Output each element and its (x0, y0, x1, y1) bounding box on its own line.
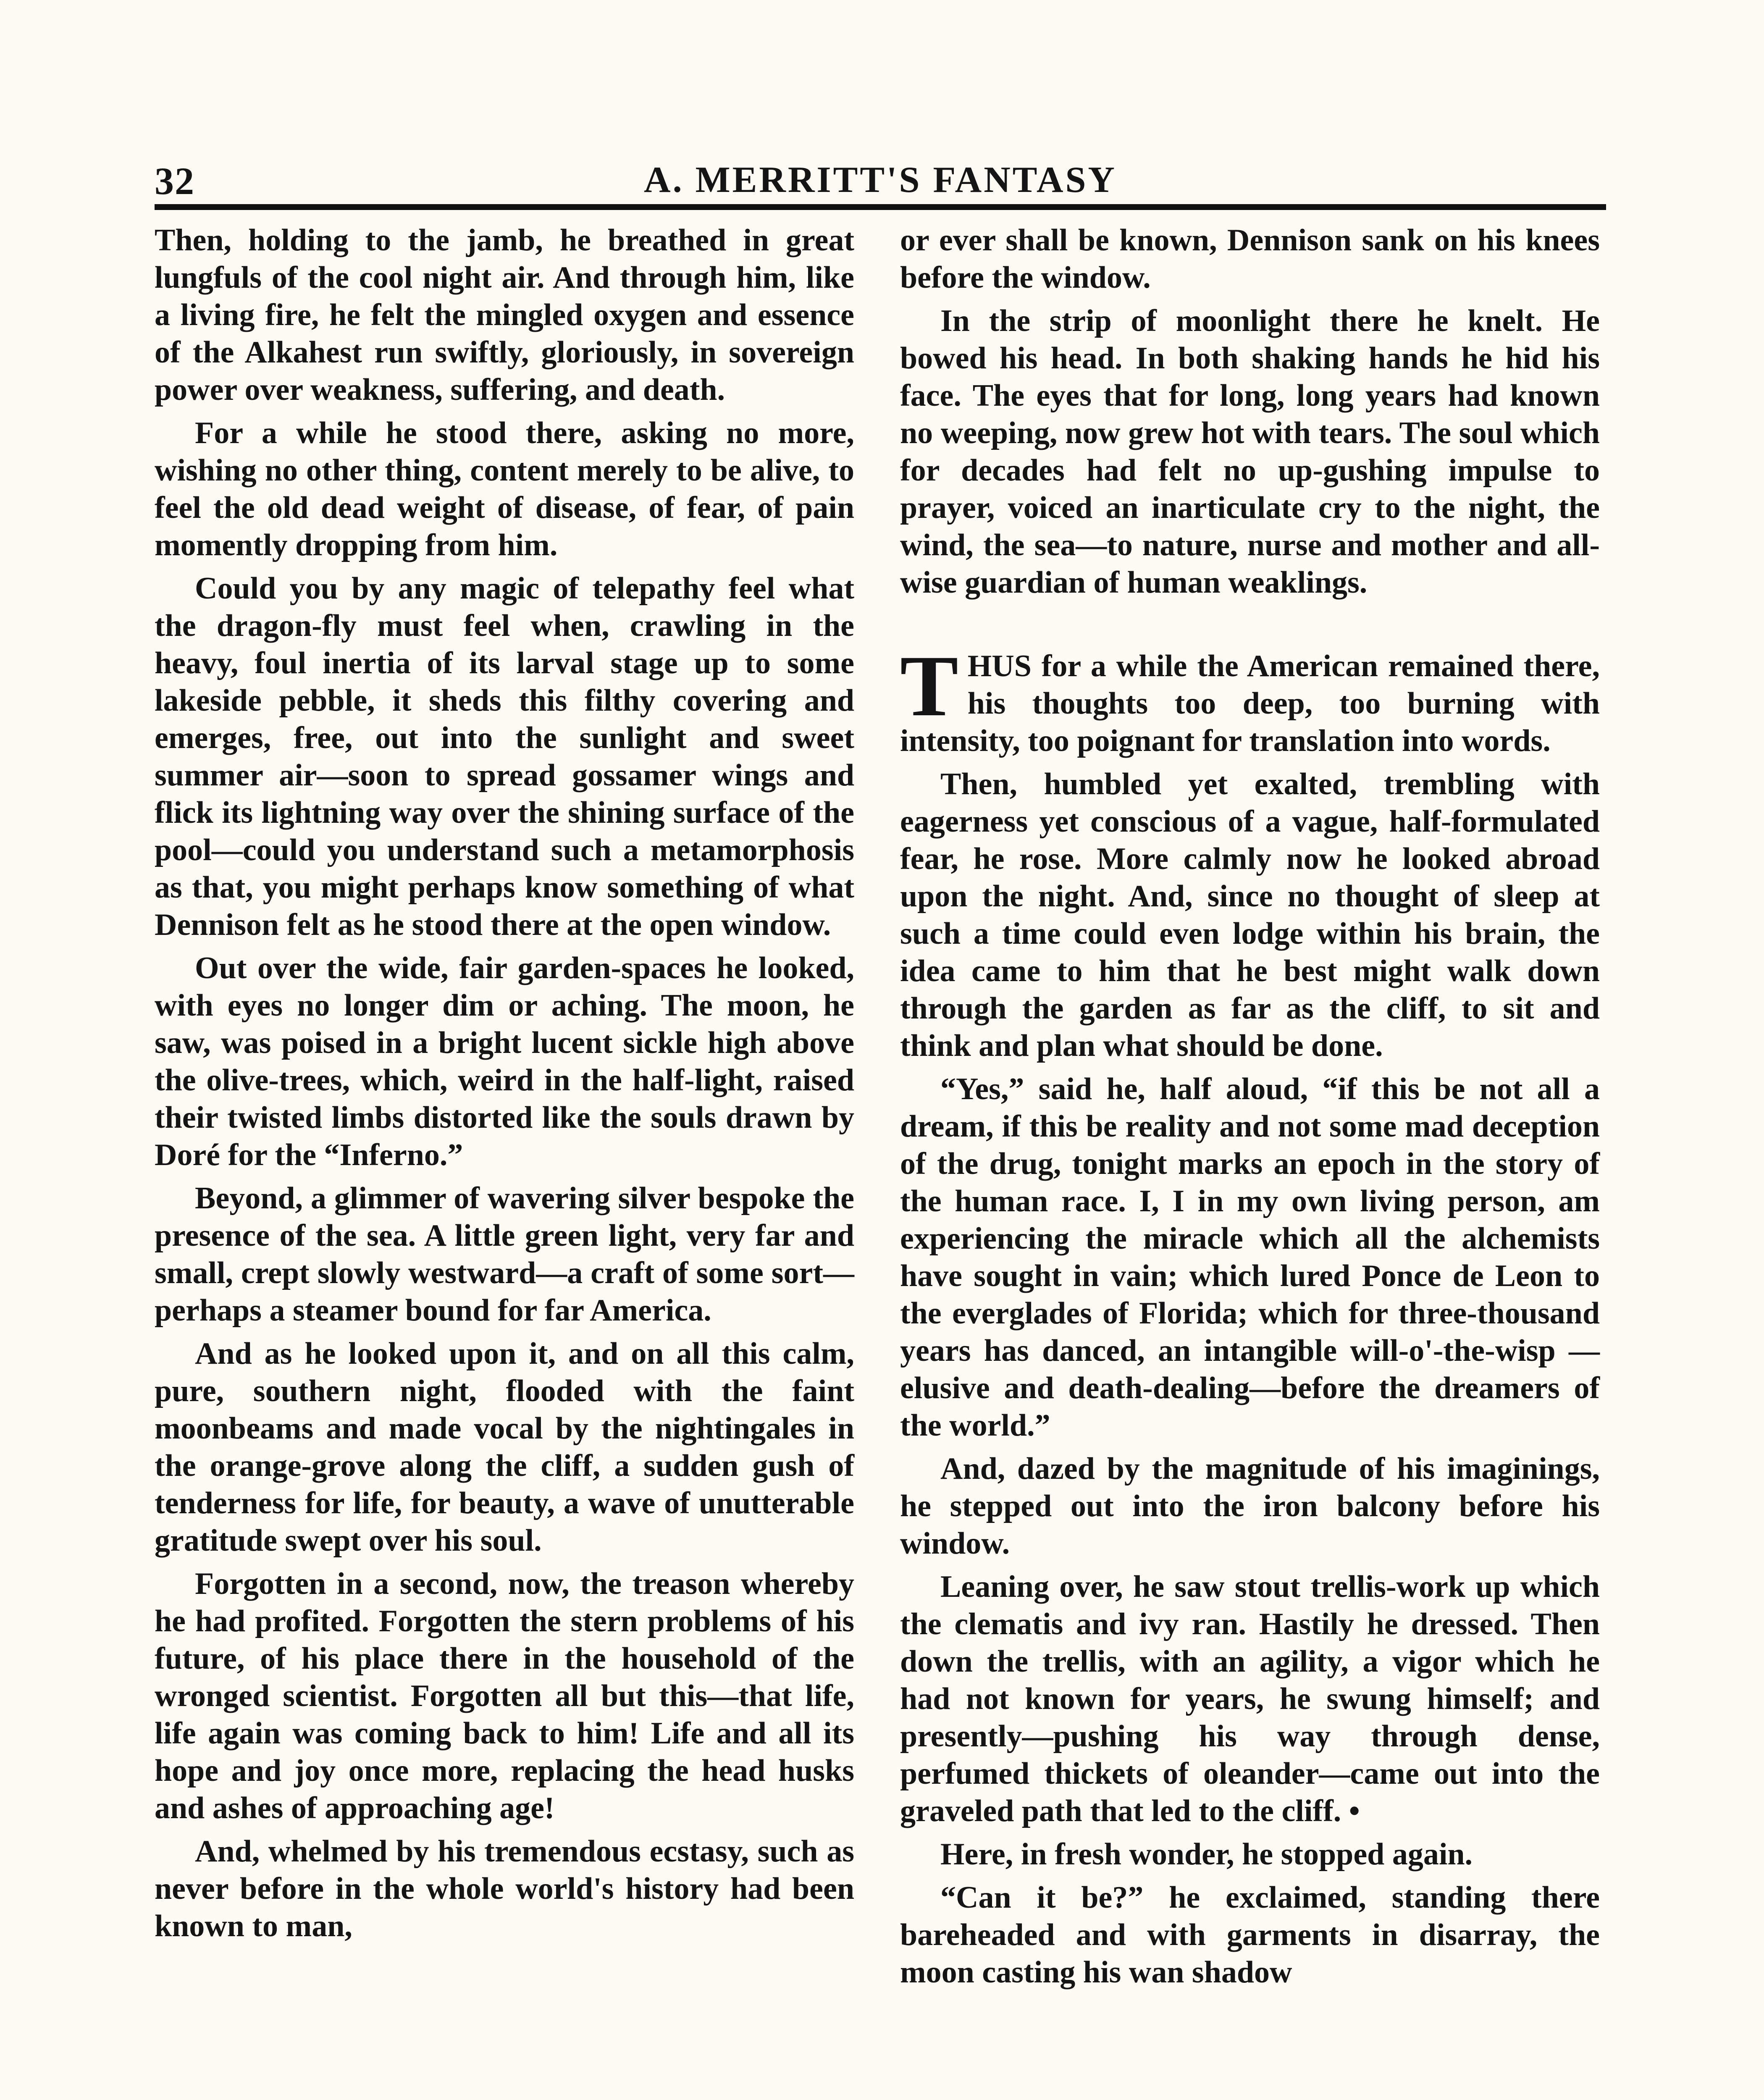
paragraph: For a while he stood there, asking no more, wishing no other thing, content merely to be alive, to feel the old dead weight of disease, of fear, of pain momently dropping from him. (155, 416, 854, 562)
header-rule (155, 204, 1606, 210)
right-column (900, 222, 1600, 1997)
paragraph: And as he looked upon it, and on all this calm, pure, southern night, flooded with the faint moonbeams and made vocal by the nightingales in the orange-grove along the cliff, a sudden gush of tenderness for life, for beauty, a wave of unutterable gratitude swept over his soul. (155, 1336, 854, 1558)
drop-cap: T (900, 638, 958, 734)
paragraph: Then, holding to the jamb, he breathed in great lungfuls of the cool night air. And through him, like a living fire, he felt the mingled oxygen and essence of the Alkahest run swiftly, gloriously, in sovereign power over weakness, suffering, and death. (155, 223, 854, 407)
page-number: 32 (155, 160, 195, 202)
section-opening-text: HUS for a while the American remained there, his thoughts too deep, too burning with intensity, too poignant for translation into words. (900, 649, 1600, 758)
paragraph: Beyond, a glimmer of wavering silver bespoke the presence of the sea. A little green light, very far and small, crept slowly westward—a craft of some sort—perhaps a steamer bound for far America. (155, 1181, 854, 1328)
paragraph-continuation: or ever shall be known, Dennison sank on his knees before the window. (900, 223, 1600, 295)
paragraph: And, whelmed by his tremendous ecstasy, such as never before in the whole world's history had been known to man, (155, 1834, 854, 1943)
paragraph: “Can it be?” he exclaimed, standing there bareheaded and with garments in disarray, the moon casting his wan shadow (900, 1880, 1600, 1990)
paragraph: Forgotten in a second, now, the treason whereby he had profited. Forgotten the stern problems of his future, of his place there in the household of the wronged scientist. Forgotten all but this—that life, life again was coming back to him! Life and all its hope and joy once more, replacing the head husks and ashes of approaching age! (155, 1567, 854, 1825)
paragraph: And, dazed by the magnitude of his imaginings, he stepped out into the iron balcony before his window. (900, 1452, 1600, 1561)
paragraph: Here, in fresh wonder, he stopped again. (940, 1837, 1473, 1872)
paragraph: Could you by any magic of telepathy feel what the dragon-fly must feel when, crawling in the heavy, foul inertia of its larval stage up to some lakeside pebble, it sheds this filthy covering and emerges, free, out into the sunlight and sweet summer air—soon to spread gossamer wings and flick its lightning way over the shining surface of the pool—could you understand such a metamorphosis as that, you might perhaps know something of what Dennison felt as he stood there at the open window. (155, 571, 854, 942)
paragraph: “Yes,” said he, half aloud, “if this be not all a dream, if this be reality and not some mad deception of the drug, tonight marks an epoch in the story of the human race. I, I in my own living person, am experiencing the miracle which all the alchemists have sought in vain; which lured Ponce de Leon to the everglades of Florida; which for three-thousand years has danced, an intangible will-o'-the-wisp —elusive and death-dealing—before the dreamers of the world.” (900, 1072, 1600, 1443)
paragraph: In the strip of moonlight there he knelt. He bowed his head. In both shaking hands he hid his face. The eyes that for long, long years had known no weeping, now grew hot with tears. The soul which for decades had felt no up-gushing impulse to prayer, voiced an inarticulate cry to the night, the wind, the sea—to nature, nurse and mother and all-wise guardian of human weaklings. (900, 304, 1600, 600)
page-header (155, 156, 1606, 207)
left-column (155, 222, 854, 1951)
paragraph: Then, humbled yet exalted, trembling with eagerness yet conscious of a vague, half-formulated fear, he rose. More calmly now he looked abroad upon the night. And, since no thought of sleep at such a time could even lodge within his brain, the idea came to him that he best might walk down through the garden as far as the cliff, to sit and think and plan what should be done. (900, 767, 1600, 1063)
section-opening (900, 638, 1600, 760)
paragraph: Out over the wide, fair garden-spaces he looked, with eyes no longer dim or aching. The moon, he saw, was poised in a bright lucent sickle high above the olive-trees, which, weird in the half-light, raised their twisted limbs distorted like the souls drawn by Doré for the “Inferno.” (155, 951, 854, 1172)
paragraph: Leaning over, he saw stout trellis-work up which the clematis and ivy ran. Hastily he dressed. Then down the trellis, with an agility, a vigor which he had not known for years, he swung himself; and presently—pushing his way through dense, perfumed thickets of oleander—came out into the graveled path that led to the cliff. • (900, 1570, 1600, 1828)
magazine-title: A. MERRITT'S FANTASY (644, 160, 1117, 200)
